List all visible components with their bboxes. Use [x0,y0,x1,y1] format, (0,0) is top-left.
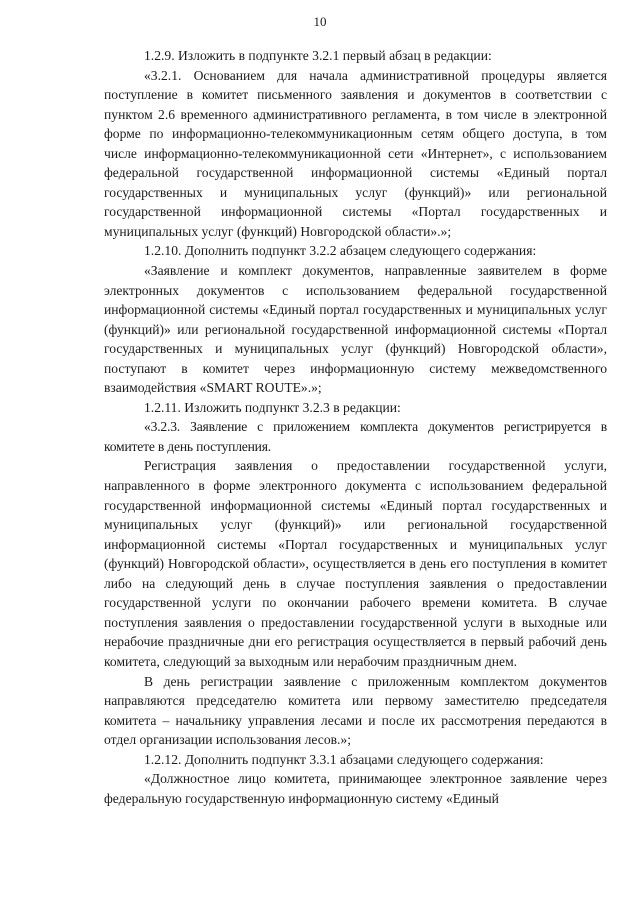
document-body [104,46,607,808]
paragraph-1-2-11: 1.2.11. Изложить подпункт 3.2.3 в редакции: [144,399,401,415]
paragraph-1-2-10: 1.2.10. Дополнить подпункт 3.2.2 абзацем следующего содержания: [144,243,537,259]
paragraph-official-text: «Должностное лицо комитета, принимающее электронное заявление через федеральную государственную информационную систему «Единый [104,771,607,806]
page-number: 10 [313,14,327,29]
paragraph-3-2-1-text: «3.2.1. Основанием для начала административной процедуры является поступление в комитет письменного заявления и документов в соответствии с пунктом 2.6 временного административного регламента, в том числе в электронной форме по информационно-телекоммуникационным сетям общего доступа, в том числе информационно-телекоммуникационной сети «Интернет», с использованием федеральной государственной информационной системы «Единый портал государственных и муниципальных услуг (функций)» или региональной государственной информационной системы «Портал государственных и муниципальных услуг (функций) Новгородской области».»; [104,67,607,239]
paragraph-3-2-3-text: «3.2.3. Заявление с приложением комплекта документов регистрируется в комитете в день поступления. [104,419,607,454]
paragraph-1-2-12: 1.2.12. Дополнить подпункт 3.3.1 абзацами следующего содержания: [144,751,544,767]
paragraph-registration-day: В день регистрации заявление с приложенным комплектом документов направляются председателю комитета или первому заместителю председателя комитета – начальнику управления лесами и после их рассмотрения передаются в отдел организации использования лесов.»; [104,673,607,748]
paragraph-registration: Регистрация заявления о предоставлении государственной услуги, направленного в форме электронного документа с использованием федеральной государственной информационной системы «Единый портал государственных и муниципальных услуг (функций)» или региональной государственной информационной системы «Портал государственных и муниципальных услуг (функций) Новгородской области», осуществляется в день его поступления в комитет либо на следующий день в случае поступления заявления о предоставлении государственной услуги по окончании рабочего времени комитета. В случае поступления заявления о предоставлении государственной услуги в выходные или нерабочие праздничные дни его регистрация осуществляется в первый рабочий день комитета, следующий за выходным или нерабочим праздничным днем. [104,458,607,669]
paragraph-3-2-2-addition: «Заявление и комплект документов, направленные заявителем в форме электронных документов с использованием федеральной государственной информационной системы «Единый портал государственных и муниципальных услуг (функций)» или региональной государственной информационной системы «Портал государственных и муниципальных услуг (функций) Новгородской области», поступают в комитет через информационную систему межведомственного взаимодействия «SMART ROUTE».»; [104,263,607,396]
paragraph-1-2-9: 1.2.9. Изложить в подпункте 3.2.1 первый абзац в редакции: [144,48,492,63]
